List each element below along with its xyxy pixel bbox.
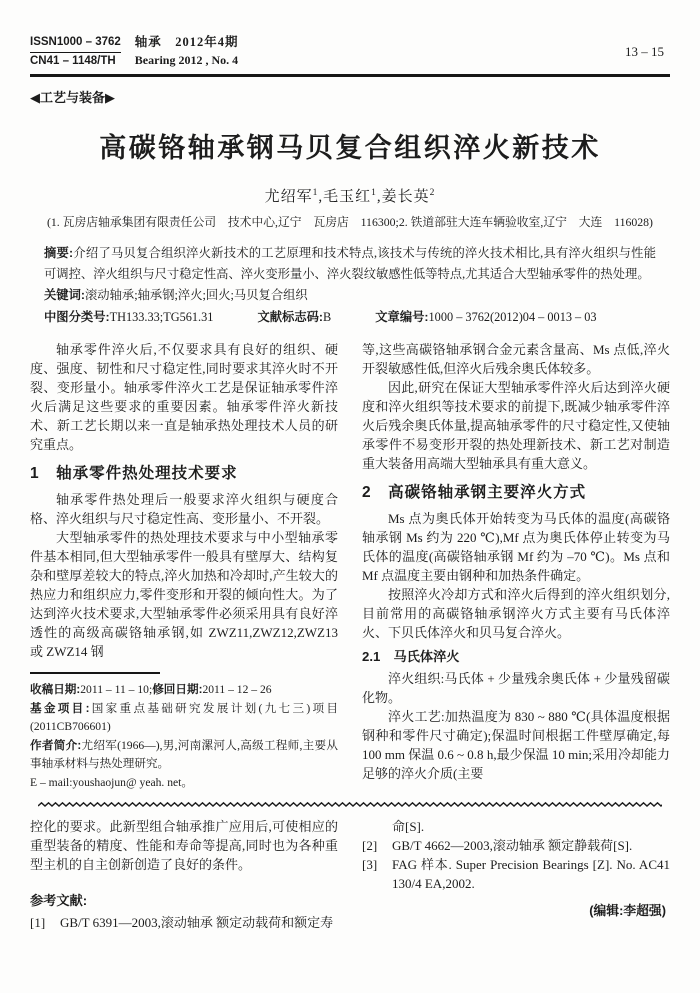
body-paragraph: 因此,研究在保证大型轴承零件淬火后达到淬火硬度和淬火组织等技术要求的前提下,既减少轴承零件淬火后残余奥氏体量,提高轴承零件的尺寸稳定性,又使轴承零件不易变形开裂的热处理新技术、新工艺对制造重大装备用高端大型轴承具有重大意义。 [362,380,670,472]
article-number: 文章编号:1000 – 3762(2012)04 – 0013 – 03 [375,310,597,325]
journal-name-en: Bearing 2012 , No. 4 [134,52,239,67]
abstract-label: 摘要: [44,245,74,260]
article-title: 高碳铬轴承钢马贝复合组织淬火新技术 [99,132,601,163]
fund-project: 基金项目:国家重点基础研究发展计划(九七三)项目(2011CB706601) [30,701,338,734]
author-affiliation-mark: 1 [371,187,377,198]
affiliation-line: (1. 瓦房店轴承集团有限责任公司 技术中心,辽宁 瓦房店 116300;2. 铁道部驻大连车辆验收室,辽宁 大连 116028) [46,214,653,229]
wavy-separator-path [38,803,662,806]
body-paragraph: 等,这些高碳铬轴承钢合金元素含量高、Ms 点低,淬火开裂敏感性低,但淬火后残余奥氏体较多。 [362,342,670,377]
header-rule [30,74,670,77]
left-column [30,340,338,792]
abstract-paragraph: 摘要:介绍了马贝复合组织淬火新技术的工艺原理和技术特点,该技术与传统的淬火技术相比,具有淬火组织与性能可调控、淬火组织与尺寸稳定性高、淬火变形量小、淬火裂纹敏感性低等特点,尤其适合大型轴承零件的热处理。 [44,245,656,281]
continuation-columns [30,817,670,932]
page-range: 13 – 15 [625,43,664,59]
author-affiliation-mark: 1 [312,187,319,198]
body-paragraph: 按照淬火冷却方式和淬火后得到的淬火组织划分,目前常用的高碳铬轴承钢淬火方式主要有马氏体淬火、下贝氏体淬火和贝马复合淬火。 [362,587,670,641]
author-name: 姜长英 [381,188,430,205]
author-affiliation-mark: 2 [429,187,436,198]
reference-item: [1] GB/T 6391—2003,滚动轴承 额定动载荷和额定寿 [30,915,334,931]
footnote-rule [30,672,160,674]
body-paragraph: 轴承零件淬火后,不仅要求具有良好的组织、硬度、强度、韧性和尺寸稳定性,同时要求其淬火时不开裂、变形量小。轴承零件淬火工艺是保证轴承零件淬火后满足这些要求的重要因素。轴承零件淬火新技术、新工艺长期以来一直是轴承热处理技术人员的研究重点。 [30,342,338,453]
wavy-separator-svg [38,801,662,808]
reference-continuation: 命[S]. [392,819,425,835]
footnote-block [30,681,338,792]
journal-title-block [135,34,239,68]
editor-credit: (编辑:李超强) [589,903,666,919]
author-bio: 作者简介:尤绍军(1966—),男,河南漯河人,高级工程师,主要从事轴承材料与热处理研究。 [30,738,338,771]
section-1-heading: 1 轴承零件热处理技术要求 [30,465,238,483]
reference-item: [3] FAG 样本. Super Precision Bearings [Z]. No. AC41 130/4 EA,2002. [362,857,670,892]
body-paragraph: 控化的要求。此新型组合轴承推广应用后,可使相应的重型装备的精度、性能和寿命等提高,同时也为各种重型主机的自主创新创造了良好的条件。 [30,819,338,873]
classification-line [44,307,656,328]
author-name: 尤绍军 [264,188,313,205]
section-2-heading: 2 高碳铬轴承钢主要淬火方式 [362,484,587,502]
column-tag: ◀工艺与装备▶ [30,89,115,105]
references-heading: 参考文献: [30,893,88,909]
body-paragraph: 淬火组织:马氏体 + 少量残余奥氏体 + 少量残留碳化物。 [362,671,670,706]
body-paragraph: Ms 点为奥氏体开始转变为马氏体的温度(高碳铬轴承钢 Ms 约为 220 ℃),Mf 点为奥氏体停止转变为马氏体的温度(高碳铬轴承钢 Mf 约为 –70 ℃)。Ms 点和 Mf 点温度主要由钢种和加热条件确定。 [362,511,670,584]
clc-number: 中图分类号:TH133.33;TG561.31 [44,310,214,325]
issn-number: ISSN1000 – 3762 [30,34,121,53]
document-code: 文献标志码:B [257,310,332,325]
section-2-1-heading: 2.1 马氏体淬火 [362,649,460,665]
reference-item: [2] GB/T 4662—2003,滚动轴承 额定静载荷[S]. [362,838,633,854]
abstract-block [44,243,656,329]
received-dates: 收稿日期:2011 – 11 – 10;修回日期:2011 – 12 – 26 [30,683,272,697]
right-column [362,340,670,792]
author-email: E – mail:youshaojun@ yeah. net。 [30,775,193,789]
author-name: 毛玉红 [323,188,372,205]
page-header [30,34,670,69]
wavy-separator [38,801,662,808]
body-paragraph: 轴承零件热处理后一般要求淬火组织与硬度合格、淬火组织与尺寸稳定性高、变形量小、不开裂。 [30,492,338,527]
body-paragraph: 大型轴承零件的热处理技术要求与中小型轴承零件基本相同,但大型轴承零件一般具有壁厚大、结构复杂和壁厚差较大的特点,淬火加热和冷却时,产生较大的热应力和组织应力,零件变形和开裂的倾向性大。为了达到淬火技术要求,大型轴承零件必须采用具有良好淬透性的高级高碳铬轴承钢,如 ZWZ11,ZWZ12,ZWZ13 或 ZWZ14 钢 [30,530,338,660]
issn-cn-block [30,34,121,69]
keywords-line: 关键词:滚动轴承;轴承钢;淬火;回火;马贝复合组织 [44,288,308,303]
bottom-left-column [30,817,338,932]
body-columns [30,340,670,792]
bottom-right-column [362,817,670,932]
cn-number: CN41 – 1148/TH [30,54,116,67]
body-paragraph: 淬火工艺:加热温度为 830 ~ 880 ℃(具体温度根据钢种和零件尺寸确定);保温时间根据工件壁厚确定,每 100 mm 保温 0.6 ~ 0.8 h,最少保温 10 min;采用冷却能力足够的淬火介质(主要 [362,709,670,782]
keywords-label: 关键词: [44,288,85,303]
journal-name-cn: 轴承 2012年4期 [134,35,239,49]
authors-line: 尤绍军$^1$,毛玉红$^1$,姜长英$^2$ [264,187,436,205]
